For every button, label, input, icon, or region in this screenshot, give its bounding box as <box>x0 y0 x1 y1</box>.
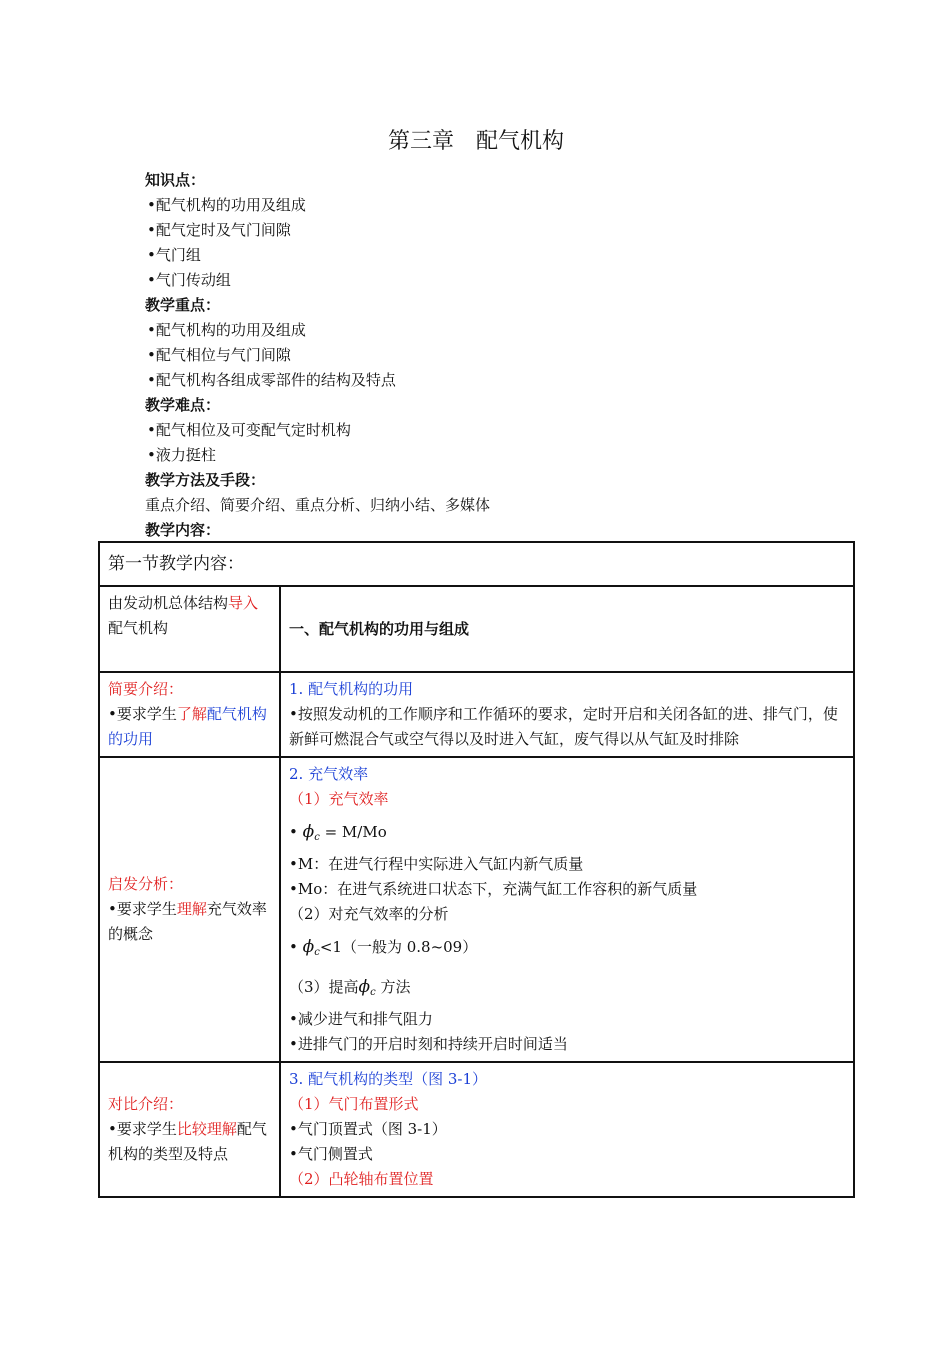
row4-left-text-end: 配气机构的类型及特点 <box>108 1120 267 1163</box>
row3-sub3 <box>289 967 845 1007</box>
phi-symbol: ϕ <box>302 822 315 842</box>
phi-subscript: c <box>314 832 320 843</box>
row3-sub3-text: （3）提高 <box>289 978 359 996</box>
row2-left-cell <box>99 672 280 757</box>
row3-left-cell <box>99 757 280 1062</box>
row3-sub3-text-end: 方法 <box>375 978 411 996</box>
method-heading: 教学方法及手段： <box>145 471 266 489</box>
range-rest: <1（一般为 0.8~09） <box>319 938 478 956</box>
m-definition: •M：在进气行程中实际进入气缸内新气质量 <box>289 855 584 873</box>
phi-subscript: c <box>370 987 376 998</box>
key-point-item: •配气相位与气门间隙 <box>147 346 291 364</box>
row3-left-text-end: 充气效率的概念 <box>108 900 267 943</box>
row2-left-highlight: 了解 <box>176 705 207 723</box>
row4-sub2: （2）凸轮轴布置位置 <box>289 1170 434 1188</box>
row4-left-body <box>108 1117 271 1167</box>
table-row <box>99 672 854 757</box>
table-row <box>99 586 854 672</box>
section-title: 第一节教学内容： <box>99 542 854 586</box>
row3-item: •进排气门的开启时刻和持续开启时间适当 <box>289 1035 568 1053</box>
charge-efficiency-formula: • $\phi_c = M/Mo$ <box>289 822 387 843</box>
page-title: 第三章 配气机构 <box>387 129 564 154</box>
knowledge-item: •气门传动组 <box>147 271 231 289</box>
row3-left-head: 启发分析： <box>108 875 184 893</box>
row3-left-highlight: 理解 <box>176 900 207 918</box>
row4-left-text: •要求学生 <box>108 1120 177 1138</box>
row4-sub1: （1）气门布置形式 <box>289 1095 419 1113</box>
row1-left-text: 由发动机总体结构 <box>108 594 229 612</box>
difficult-point-item: •液力挺柱 <box>147 446 216 464</box>
row4-left-highlight: 比较理解 <box>176 1120 237 1138</box>
row3-sub1: （1）充气效率 <box>289 790 389 808</box>
range-formula: • $\phi_c<1$（一般为 0.8~09） <box>289 937 478 958</box>
content-heading: 教学内容： <box>145 521 221 539</box>
row4-item: •气门顶置式（图 3-1） <box>289 1120 447 1138</box>
content-table <box>98 541 855 1198</box>
row1-heading: 一、配气机构的功用与组成 <box>280 586 854 672</box>
table-row <box>99 542 854 586</box>
method-text: 重点介绍、简要介绍、重点分析、归纳小结、多媒体 <box>145 496 491 514</box>
knowledge-item: •配气机构的功用及组成 <box>147 196 306 214</box>
row3-title: 2. 充气效率 <box>289 765 369 783</box>
intro-section <box>145 168 845 543</box>
knowledge-item: •气门组 <box>147 246 201 264</box>
row2-right-cell <box>280 672 854 757</box>
row1-left-highlight: 导入 <box>228 594 259 612</box>
table-row <box>99 757 854 1062</box>
phi-symbol: ϕ <box>302 937 315 957</box>
formula-rest: = M/Mo <box>319 823 387 841</box>
phi-subscript: c <box>314 947 320 958</box>
knowledge-heading: 知识点： <box>145 171 206 189</box>
row2-title: 1. 配气机构的功用 <box>289 680 414 698</box>
difficult-point-item: •配气相位及可变配气定时机构 <box>147 421 351 439</box>
row4-left-cell <box>99 1062 280 1197</box>
row3-right-cell <box>280 757 854 1062</box>
row2-left-body <box>108 702 271 752</box>
row1-left-text-end: 配气机构 <box>108 619 169 637</box>
row3-item: •减少进气和排气阻力 <box>289 1010 433 1028</box>
row3-sub2: （2）对充气效率的分析 <box>289 905 449 923</box>
row2-left-topic: 配气机构的功用 <box>108 705 267 748</box>
row2-left-head: 简要介绍： <box>108 680 184 698</box>
row2-text: •按照发动机的工作顺序和工作循环的要求，定时开启和关闭各缸的进、排气门，使新鲜可燃混合气或空气得以及时进入气缸，废气得以从气缸及时排除 <box>289 705 838 748</box>
mo-definition: •Mo：在进气系统进口状态下，充满气缸工作容积的新气质量 <box>289 880 698 898</box>
row3-left-text: •要求学生 <box>108 900 177 918</box>
key-point-item: •配气机构的功用及组成 <box>147 321 306 339</box>
row2-left-text: •要求学生 <box>108 705 177 723</box>
key-point-item: •配气机构各组成零部件的结构及特点 <box>147 371 396 389</box>
key-points-heading: 教学重点： <box>145 296 221 314</box>
table-row <box>99 1062 854 1197</box>
row4-left-head: 对比介绍： <box>108 1095 184 1113</box>
row4-right-cell <box>280 1062 854 1197</box>
difficult-points-heading: 教学难点： <box>145 396 221 414</box>
row4-item: •气门侧置式 <box>289 1145 373 1163</box>
row4-title: 3. 配气机构的类型（图 3-1） <box>289 1070 488 1088</box>
phi-symbol: ϕ <box>358 977 371 997</box>
knowledge-item: •配气定时及气门间隙 <box>147 221 291 239</box>
row1-left-cell <box>99 586 280 672</box>
row3-left-body <box>108 897 271 947</box>
